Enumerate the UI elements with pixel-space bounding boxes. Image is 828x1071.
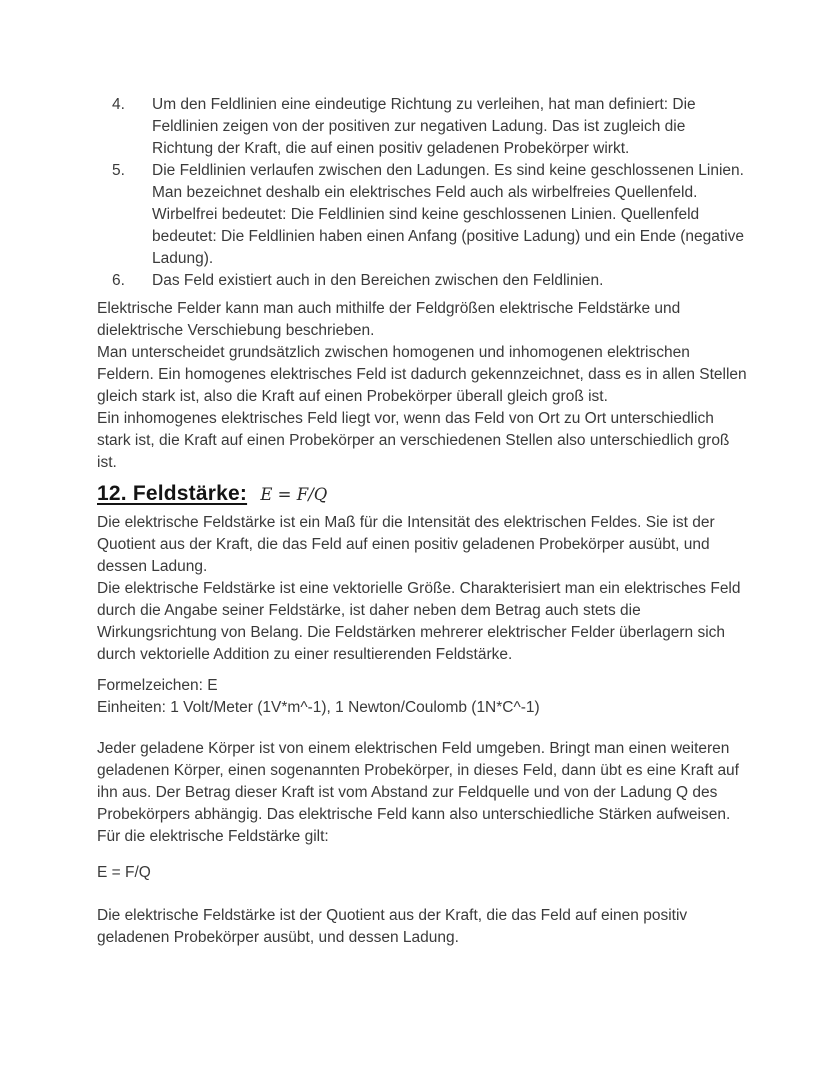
paragraph-definition: Die elektrische Feldstärke ist ein Maß für die Intensität des elektrischen Feldes. Sie ist der Quotient aus der Kraft, die das Feld auf einen positiv geladenen Probekörper ausübt, und dessen Ladung. — [97, 514, 715, 575]
formelzeichen-block — [97, 675, 748, 719]
paragraph-probekoerper: Jeder geladene Körper ist von einem elektrischen Feld umgeben. Bringt man einen weiteren geladenen Körper, einen sogenannten Probekörper, in dieses Feld, dann übt es eine Kraft auf ihn aus. Der Betrag dieser Kraft ist vom Abstand zur Feldquelle und von der Ladung Q des Probekörpers abhängig. Das elektrische Feld kann also unterschiedliche Stärken aufweisen. Für die elektrische Feldstärke gilt: — [97, 740, 739, 845]
list-item-number: 6. — [112, 272, 125, 289]
paragraph-homogen: Man unterscheidet grundsätzlich zwischen homogenen und inhomogenen elektrischen Feldern. Ein homogenes elektrisches Feld ist dadurch gekennzeichnet, dass es in allen Stellen gleich stark ist, also die Kraft auf einen Probekörper überall gleich groß ist. — [97, 344, 747, 405]
list-item-number: 5. — [112, 162, 125, 179]
paragraph-inhomogen: Ein inhomogenes elektrisches Feld liegt vor, wenn das Feld von Ort zu Ort unterschiedlich stark ist, die Kraft auf einen Probekörper an verschiedenen Stellen also unterschiedlich groß ist. — [97, 410, 730, 471]
section-heading-row — [97, 480, 748, 509]
formula-standalone: E = F/Q — [97, 864, 151, 881]
einheiten-line: Einheiten: 1 Volt/Meter (1V*m^-1), 1 Newton/Coulomb (1N*C^-1) — [97, 699, 540, 716]
feldstaerke-paragraphs — [97, 512, 748, 666]
list-item-number: 4. — [112, 96, 125, 113]
numbered-list — [97, 94, 748, 292]
paragraph-feldgroessen: Elektrische Felder kann man auch mithilfe der Feldgrößen elektrische Feldstärke und dielektrische Verschiebung beschrieben. — [97, 300, 681, 339]
list-item — [97, 94, 748, 160]
list-item-text: Die Feldlinien verlaufen zwischen den Ladungen. Es sind keine geschlossenen Linien. Man bezeichnet deshalb ein elektrisches Feld auch als wirbelfreies Quellenfeld. Wirbelfrei bedeutet: Die Feldlinien sind keine geschlossenen Linien. Quellenfeld bedeutet: Die Feldlinien haben einen Anfang (positive Ladung) und ein Ende (negative Ladung). — [152, 162, 745, 267]
paragraph-vektoriell: Die elektrische Feldstärke ist eine vektorielle Größe. Charakterisiert man ein elektrisches Feld durch die Angabe seiner Feldstärke, ist daher neben dem Betrag auch stets die Wirkungsrichtung von Belang. Die Feldstärken mehrerer elektrischer Felder überlagern sich durch vektorielle Addition zu einer resultierenden Feldstärke. — [97, 580, 741, 663]
formelzeichen-line: Formelzeichen: E — [97, 677, 218, 694]
list-item-text: Um den Feldlinien eine eindeutige Richtung zu verleihen, hat man definiert: Die Feldlinien zeigen von der positiven zur negativen Ladung. Das ist zugleich die Richtung der Kraft, die auf einen positiv geladenen Probekörper wirkt. — [152, 96, 696, 157]
section-heading: 12. Feldstärke: — [97, 482, 248, 505]
list-item — [97, 160, 748, 270]
page-content — [97, 94, 748, 949]
heading-formula: E = F/Q — [260, 485, 328, 504]
intro-paragraphs — [97, 298, 748, 474]
list-item-text: Das Feld existiert auch in den Bereichen zwischen den Feldlinien. — [152, 272, 604, 289]
paragraph-closing: Die elektrische Feldstärke ist der Quotient aus der Kraft, die das Feld auf einen positiv geladenen Probekörper ausübt, und dessen Ladung. — [97, 907, 688, 946]
list-item — [97, 270, 748, 292]
